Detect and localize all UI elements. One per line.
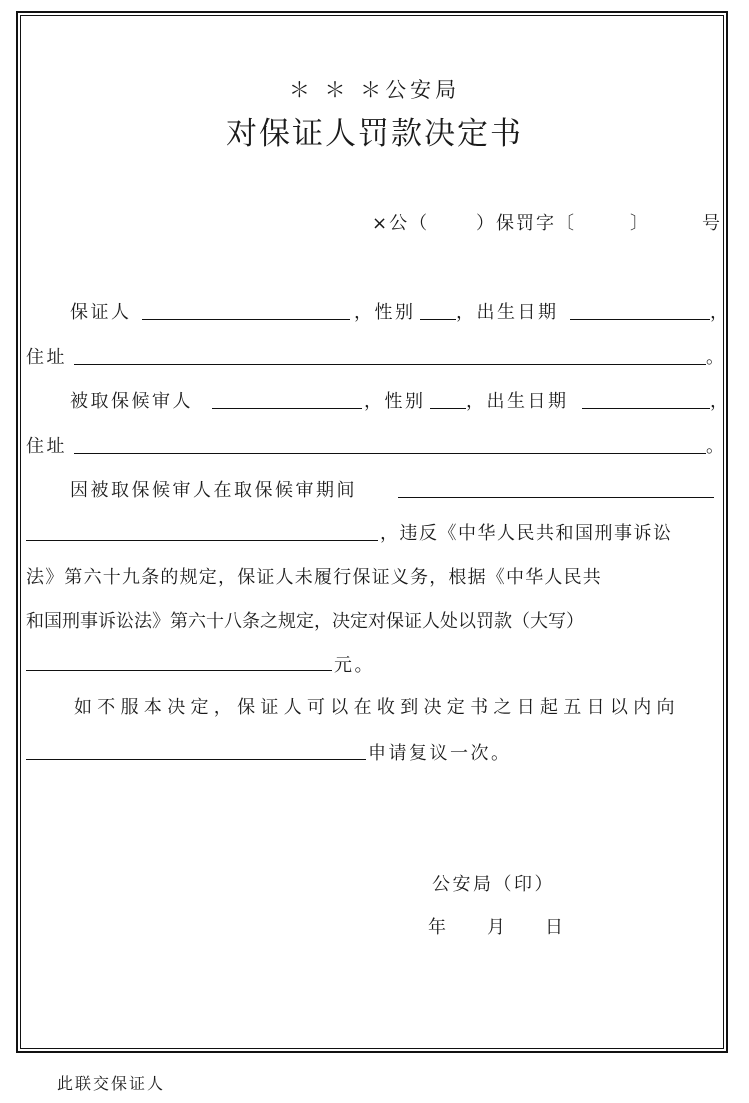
suspect-gender-field[interactable]	[430, 408, 466, 409]
guarantor-trailing-comma: ，	[710, 302, 731, 323]
guarantor-gender-label: ，性别	[354, 302, 416, 323]
suspect-trailing-comma: ，	[710, 391, 731, 412]
seal-label: 公安局（印）	[432, 874, 555, 895]
body-line-5-suffix: 元。	[334, 655, 375, 676]
body-line-1: 因被取保候审人在取保候审期间	[70, 480, 357, 501]
suspect-birth-field[interactable]	[582, 408, 710, 409]
guarantor-birth-label: ，出生日期	[456, 302, 559, 323]
date-day-label: 日	[545, 917, 566, 938]
body-line-6: 如不服本决定，保证人可以在收到决定书之日起五日以内向	[74, 697, 680, 718]
doc-number-bracket: 〕	[630, 213, 650, 234]
guarantor-address-field[interactable]	[74, 364, 706, 365]
body-line-4: 和国刑事诉讼法》第六十八条之规定，决定对保证人处以罚款（大写）	[26, 611, 584, 632]
guarantor-name-field[interactable]	[142, 319, 350, 320]
suspect-birth-label: ，出生日期	[466, 391, 569, 412]
fine-amount-field[interactable]	[26, 670, 332, 671]
guarantor-birth-field[interactable]	[570, 319, 710, 320]
date-month-label: 月	[487, 917, 508, 938]
violation-field-part-2[interactable]	[26, 540, 378, 541]
body-line-2: ，违反《中华人民共和国刑事诉讼	[380, 523, 673, 544]
date-year-label: 年	[428, 917, 449, 938]
doc-number-hao: 号	[702, 213, 722, 234]
guarantor-address-label: 住址	[26, 347, 67, 368]
suspect-address-field[interactable]	[74, 453, 706, 454]
suspect-address-label: 住址	[26, 436, 67, 457]
body-line-7-suffix: 申请复议一次。	[368, 743, 512, 764]
doc-number-middle: ）保罚字〔	[476, 213, 576, 234]
suspect-address-end: 。	[706, 436, 727, 457]
issuing-organization: ＊ ＊ ＊公安局	[288, 78, 461, 102]
suspect-label: 被取保候审人	[70, 391, 193, 412]
suspect-gender-label: ，性别	[364, 391, 426, 412]
violation-field-part-1[interactable]	[398, 497, 714, 498]
document-title: 对保证人罚款决定书	[226, 116, 523, 152]
body-line-3: 法》第六十九条的规定，保证人未履行保证义务，根据《中华人民共	[26, 567, 602, 588]
doc-number-prefix: ×公（	[372, 213, 430, 234]
review-authority-field[interactable]	[26, 759, 366, 760]
copy-note: 此联交保证人	[57, 1074, 166, 1093]
guarantor-label: 保证人	[70, 302, 132, 323]
guarantor-gender-field[interactable]	[420, 319, 456, 320]
suspect-name-field[interactable]	[212, 408, 362, 409]
guarantor-address-end: 。	[706, 347, 727, 368]
